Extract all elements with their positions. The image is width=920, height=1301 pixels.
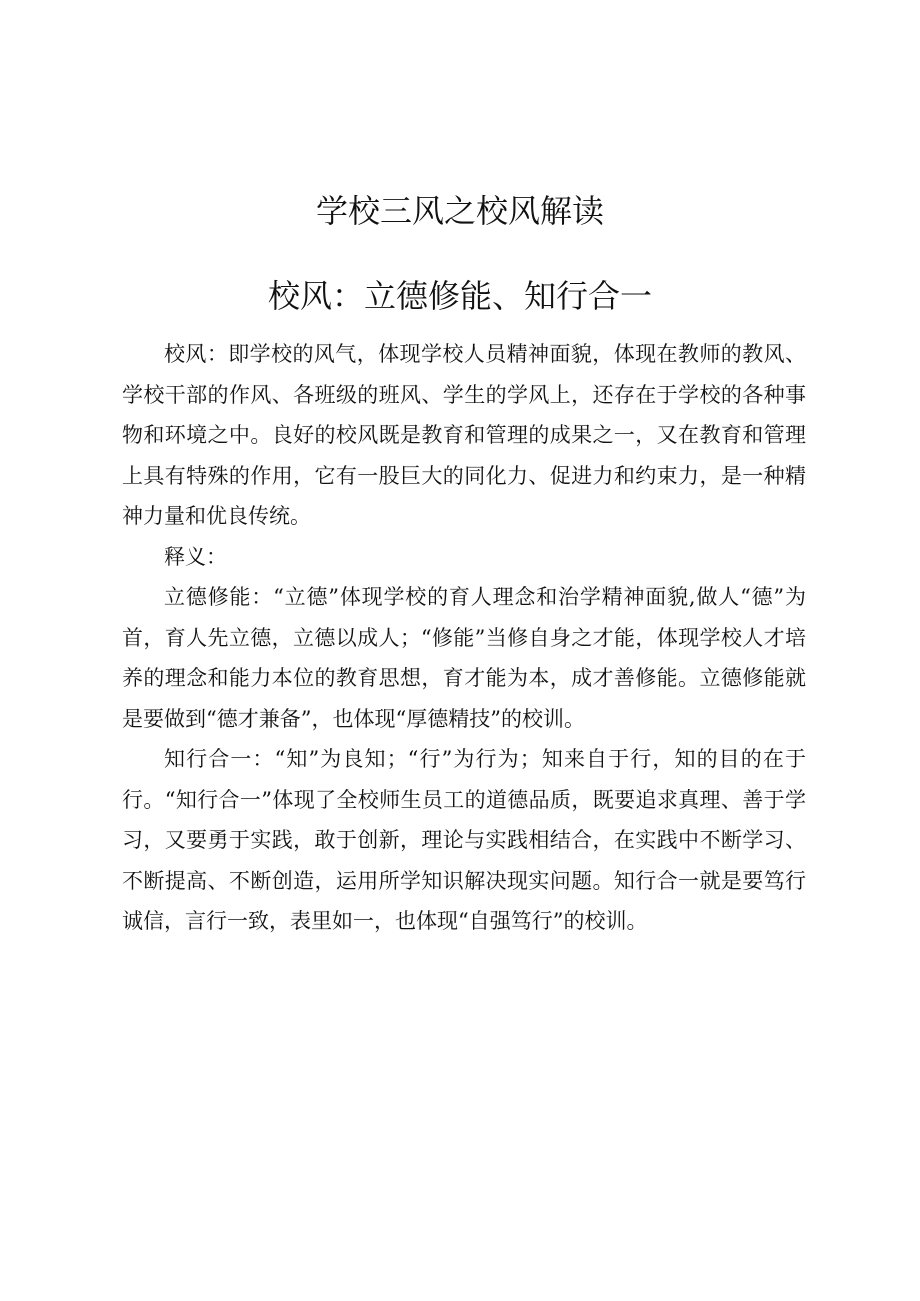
paragraph-definition: 校风：即学校的风气，体现学校人员精神面貌，体现在教师的教风、学校干部的作风、各班级的班风、学生的学风上，还存在于学校的各种事物和环境之中。良好的校风既是教育和管理的成果之一，又在教育和管理上具有特殊的作用，它有一股巨大的同化力、促进力和约束力，是一种精神力量和优良传统。 bbox=[122, 342, 806, 528]
document-title: 学校三风之校风解读 bbox=[315, 192, 604, 230]
paragraph-zhixing-heyi: 知行合一：“知”为良知；“行”为行为；知来自于行，知的目的在于行。“知行合一”体现了全校师生员工的道德品质，既要追求真理、善于学习，又要勇于实践，敢于创新，理论与实践相结合，在实践中不断学习、不断提高、不断创造，运用所学知识解决现实问题。知行合一就是要笃行诚信，言行一致，表里如一，也体现“自强笃行”的校训。 bbox=[122, 747, 806, 933]
document-body bbox=[122, 334, 806, 942]
paragraph-explanation-heading: 释义： bbox=[164, 544, 227, 569]
document-subtitle: 校风：立德修能、知行合一 bbox=[267, 277, 652, 315]
paragraph-lide-xiuneng: 立德修能：“立德”体现学校的育人理念和治学精神面貌,做人“德”为首，育人先立德，立德以成人；“修能”当修自身之才能，体现学校人才培养的理念和能力本位的教育思想，育才能为本，成才善修能。立德修能就是要做到“德才兼备”，也体现“厚德精技”的校训。 bbox=[122, 585, 806, 731]
